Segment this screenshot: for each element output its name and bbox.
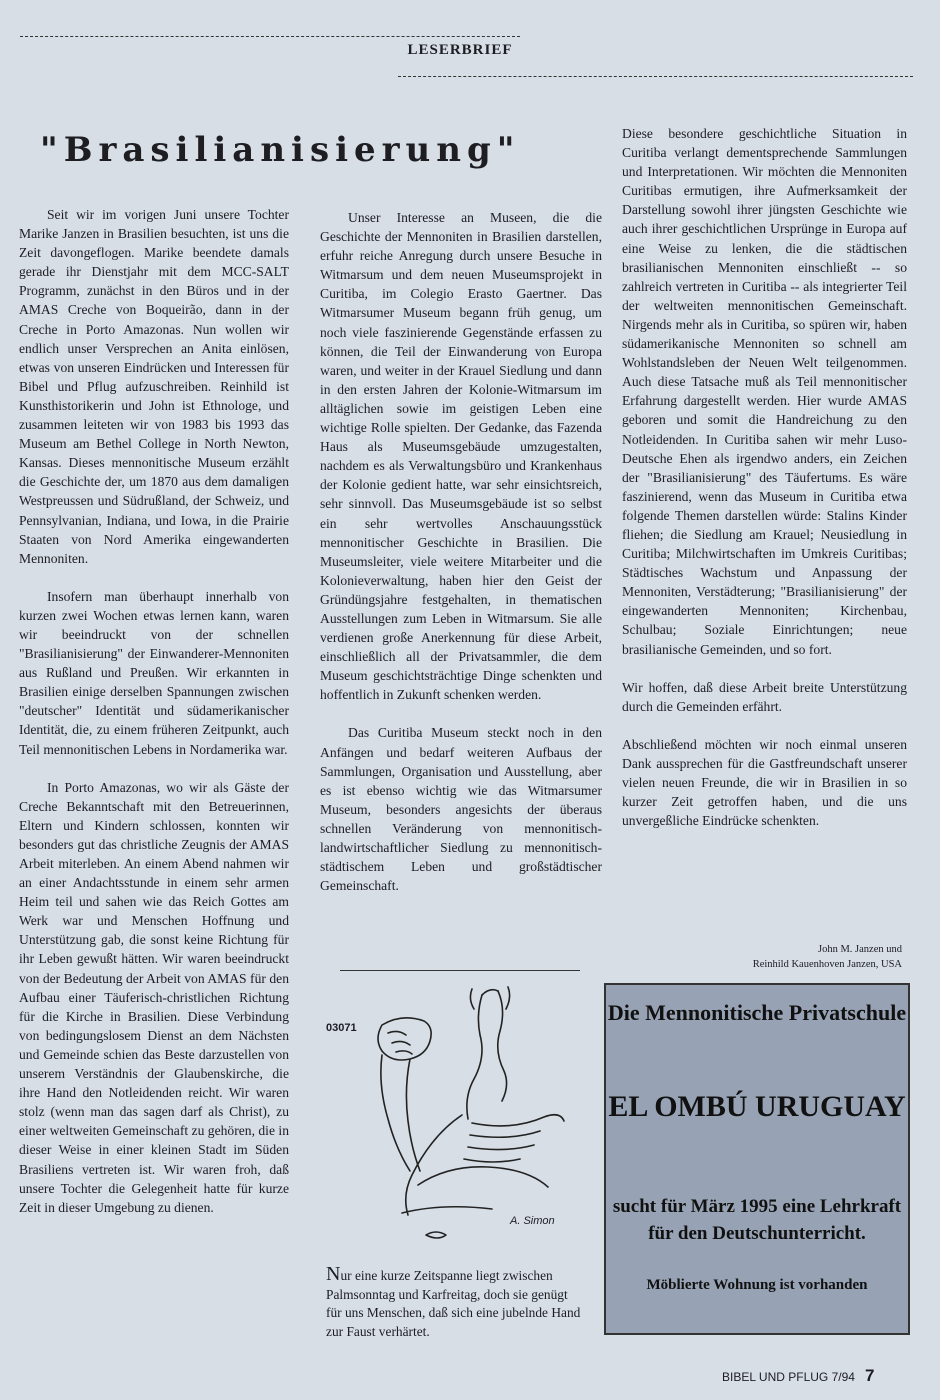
school-advertisement xyxy=(604,983,910,1335)
illustration-number: 03071 xyxy=(326,1022,357,1034)
paragraph: Das Curitiba Museum steckt noch in den Anfängen und bedarf weiteren Aufbaus der Sammlungen, Organisation und Ausstellung, aber es ist ebenso wichtig wie das Witmarsumer Museum, besonders angesichts der überaus schnellen Veränderung von mennonitisch-landwirtschaftlicher Siedlung zu mennonitisch-städtischem Leben und großstädtischer Gemeinschaft. xyxy=(320,725,602,894)
paragraph: Wir hoffen, daß diese Arbeit breite Unterstützung durch die Gemeinden erfährt. xyxy=(622,679,907,714)
illustration-caption xyxy=(326,1265,582,1341)
signature-line: Reinhild Kauenhoven Janzen, USA xyxy=(752,959,902,970)
header-rule-right xyxy=(398,76,913,77)
ad-job-offer: sucht für März 1995 eine Lehrkraft für den Deutschunterricht. xyxy=(612,1196,902,1244)
article-title: "Brasilianisierung" xyxy=(40,130,521,170)
signature-line: John M. Janzen und xyxy=(818,944,902,955)
page-footer xyxy=(722,1366,874,1386)
header-rule-left xyxy=(20,36,520,37)
paragraph: Abschließend möchten wir noch einmal unseren Dank aussprechen für die Gastfreundschaft unserer vielen neuen Freunde, die wir in Brasilien in so kurzer Zeit getroffen haben, und die uns unvergeßliche Eindrücke schenkten. xyxy=(622,736,907,829)
column-3 xyxy=(622,124,907,849)
illustration-rule xyxy=(340,970,580,971)
column-1 xyxy=(19,205,289,1236)
caption-initial: N xyxy=(326,1263,341,1285)
ad-housing-note: Möblierte Wohnung ist vorhanden xyxy=(646,1277,868,1293)
ad-location: EL OMBÚ URUGUAY xyxy=(608,1090,906,1123)
paragraph: Unser Interesse an Museen, die die Geschichte der Mennoniten in Brasilien darstellen, erfuhr reiche Anregung durch unsere Besuche in Witmarsum und dem neuen Museumsprojekt in Curitiba, im Colegio Erasto Gaertner. Das Witmarsumer Museum begann früh genug, um noch viele faszinierende Gegenstände erfassen zu können, die Teil der Einwanderung von Europa waren, und weiter in der Krauel Siedlung und dann in den ersten Jahren der Kolonie-Witmarsum im alltäglichen sowie im geistigen Leben eine wichtige Rolle spielten. Der Gedanke, das Fazenda Haus als Museumsgebäude umzugestalten, nachdem es als Verwaltungsbüro und Krankenhaus der Kolonie gedient hatte, war sehr einsichtsreich, sehr sinnvoll. Das Museumsgebäude ist so selbst ein sehr wertvolles Anschauungsstück mennonitischer Geschichte in Brasilien. Die Museumsleiter, viele weitere Mitarbeiter und die Kolonieverwaltung, haben hier den Geist der Gründüngsjahre festgehalten, in thematischen Ausstellungen zum Leben in Witmarsum. Sie alle verdienen große Anerkennung für diese Arbeit, einschließlich all der Privatsammler, die dem Museum geschichtsträchtige Dinge schenkten und hoffentlich in Zukunft schenken werden. xyxy=(320,210,602,703)
column-2 xyxy=(320,208,602,914)
signature xyxy=(620,942,902,972)
paragraph: Insofern man überhaupt innerhalb von kurzen zwei Wochen etwas lernen kann, waren wir beeindruckt von der schnellen "Brasilianisierung" der Einwanderer-Mennoniten aus Rußland und Preußen. Wir erkannten in Brasilien einige derselben Spannungen zwischen "deutscher" Identität und südamerikanischer Identität, die, zu einem früheren Zeitpunkt, auch Teil mennonitischen Lebens in Nordamerika war. xyxy=(19,588,289,757)
illustration-artist: A. Simon xyxy=(510,1215,555,1227)
caption-text: ur eine kurze Zeitspanne liegt zwischen Palmsonntag und Karfreitag, doch sie genügt für uns Menschen, daß sich eine jubelnde Hand zur Faust verhärtet. xyxy=(326,1268,581,1339)
publication-name: BIBEL UND PFLUG 7/94 xyxy=(722,1370,855,1384)
paragraph: Diese besondere geschichtliche Situation in Curitiba verlangt dementsprechende Sammlungen und Interpretationen. Wir möchten die Mennoniten Curitibas ermutigen, ihre Aufmerksamkeit der Darstellung sowohl ihrer jüngsten Geschichte wie auch ihrer geschichtlichen Ursprünge in Europa auf eine Weise zu lenken, die die städtischen brasilianischen Mennoniten einschließt -- so zahlreich vertreten in Curitiba -- als integrierter Teil der weltweiten mennonitischen Gemeinschaft. Nirgends mehr als in Curitiba, so spüren wir, haben südamerikanische Mennoniten so schnell am Wohlstandsleben der Neuen Welt teilgenommen. Auch diese Tatsache muß als Teil mennonitischer Erfahrung dargestellt werden. Hier wurde AMAS geboren und somit die Handreichung zu den Notleidenden. In Curitiba sahen wir mehr Luso-Deutsche Ehen als irgendwo anders, ein Zeichen der "Brasilianisierung" des Täufertums. Es wäre faszinierend, wenn das Museum in Curitiba etwa folgende Themen darstellen würde: Stalins Kinder fliehen; die Siedlung am Krauel; Neusiedlung in Curitiba; Milchwirtschaften im Umkreis Curitibas; Städtisches Wachstum und Anpassung der Mennoniten, Verstädterung; "Brasilianisierung" der eingewanderten Mennoniten; Kirchenbau, Schulbau; Soziale Einrichtungen; neue brasilianische Gemeinden, und so fort. xyxy=(622,126,907,657)
paragraph: Seit wir im vorigen Juni unsere Tochter Marike Janzen in Brasilien besuchten, ist uns die Zeit davongeflogen. Marike beendete damals gerade ihr Dienstjahr mit dem MCC-SALT Programm, zunächst in den Büros und in der AMAS Creche von Boqueirão, dann in der Creche in Porto Amazonas. Nun wollen wir endlich unser Versprechen an Anita einlösen, etwas von unseren Eindrücken und Interessen für Bibel und Pflug aufzuschreiben. Reinhild ist Kunsthistorikerin und John ist Ethnologe, und zusammen leiteten wir von 1983 bis 1993 das Museum am Bethel College in North Newton, Kansas. Dieses mennonitische Museum erzählt die Geschichte der, um 1870 aus dem damaligen Westpreussen und Südrußland, der Schweiz, und Pennsylvanian, Indiana, und Iowa, in die Prairie Staaten von Nord Amerika eingewanderten Mennoniten. xyxy=(19,207,289,566)
ad-school-name: Die Mennonitische Privatschule xyxy=(607,1000,907,1025)
page-number: 7 xyxy=(864,1366,875,1385)
paragraph: In Porto Amazonas, wo wir als Gäste der Creche Bekanntschaft mit den Betreuerinnen, Eltern und Kindern schlossen, konnten wir besonders gut das christliche Zeugnis der AMAS Arbeit miterleben. An einem Abend nahmen wir an einer Andachtsstunde in einem sehr armen Heim teil und sahen wie das Reich Gottes am Werk war und Menschen Hoffnung und Unterstützung gab, die sonst keine Richtung für ihr Leben gewußt hätten. Wir waren beeindruckt von der Bedeutung der Arbeit von AMAS für den Aufbau einer Täuferisch-christlichen Richtung für die Kirche in Brasilien. Diese Verbindung von bedingungslosem Dienst an dem Nächsten und Gemeinde schien das Beste darzustellen von unserem Verständnis der Glaubenskirche, die ihre Hand den Notleidenden reicht. Wir waren stolz (wenn man das sagen darf als Christ), zu einer weltweiten Gemeinschaft zu gehören, die in dieser Weise in einer kleinen Stadt im Süden Brasiliens vertreten ist. Wir waren froh, daß unsere Tochter die Gelegenheit hatte für kurze Zeit in dieser Umgebung zu dienen. xyxy=(19,779,289,1215)
section-label: LESERBRIEF xyxy=(407,42,513,58)
